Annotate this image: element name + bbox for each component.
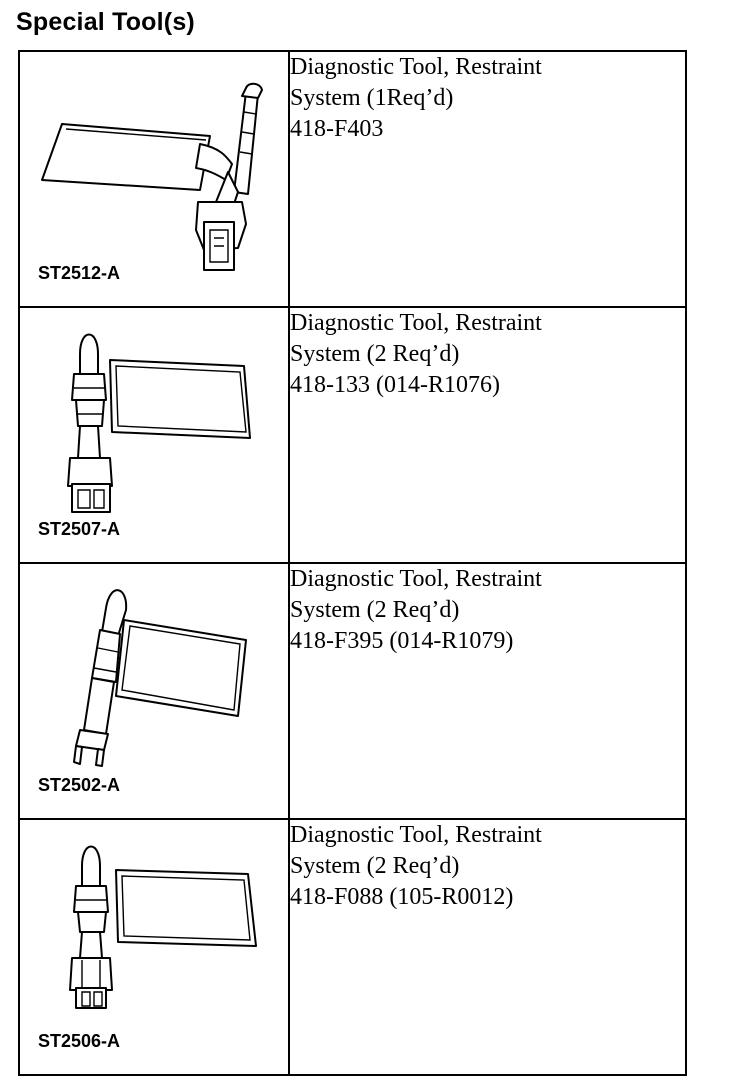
- tool-quantity-line: System (2 Req’d): [290, 853, 460, 879]
- figure-id: ST2507-A: [38, 519, 121, 539]
- table-row: [19, 819, 686, 1075]
- table-row: [19, 51, 686, 307]
- tool-description-cell: [289, 51, 686, 307]
- page-title: Special Tool(s): [16, 8, 195, 36]
- table-row: [19, 307, 686, 563]
- figure-id: ST2512-A: [38, 263, 121, 283]
- tool-quantity-line: System (2 Req’d): [290, 341, 460, 367]
- tool-number-line: 418-F088 (105-R0012): [290, 884, 514, 910]
- tool-illustration-cell: [19, 307, 289, 563]
- table-row: [19, 563, 686, 819]
- special-tools-table: [18, 50, 687, 1076]
- figure-id: ST2506-A: [38, 1031, 121, 1051]
- tool-name-line: Diagnostic Tool, Restraint: [290, 566, 542, 592]
- tool-quantity-line: System (2 Req’d): [290, 597, 460, 623]
- tool-name-line: Diagnostic Tool, Restraint: [290, 310, 542, 336]
- tool-illustration-cell: [19, 819, 289, 1075]
- tool-name-line: Diagnostic Tool, Restraint: [290, 54, 542, 80]
- tool-number-line: 418-F403: [290, 116, 384, 142]
- tool-number-line: 418-133 (014-R1076): [290, 372, 500, 398]
- tool-description-cell: [289, 819, 686, 1075]
- tool-illustration-cell: [19, 563, 289, 819]
- tool-name-line: Diagnostic Tool, Restraint: [290, 822, 542, 848]
- tool-illustration-cell: [19, 51, 289, 307]
- figure-id: ST2502-A: [38, 775, 121, 795]
- tool-quantity-line: System (1Req’d): [290, 85, 454, 111]
- tool-description-cell: [289, 563, 686, 819]
- tool-description-cell: [289, 307, 686, 563]
- tool-number-line: 418-F395 (014-R1079): [290, 628, 514, 654]
